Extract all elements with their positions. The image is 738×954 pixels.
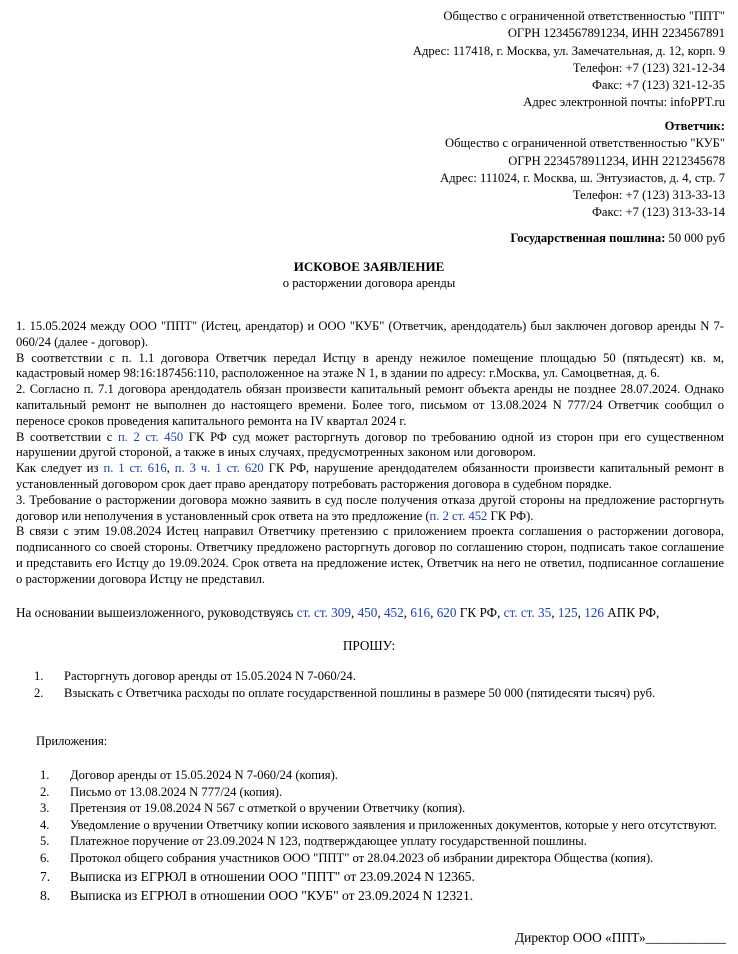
text-segment: ГК РФ суд может расторгнуть договор по требованию одной из сторон при его существенном нарушении другой стороной, а также в иных случаях, предусмотренных законом или договором. [16, 429, 724, 460]
attachment-item: 6. Протокол общего собрания участников ООО "ППТ" от 28.04.2023 об избрании директора Общества (копия). [40, 850, 654, 865]
text-segment: , [577, 605, 585, 620]
attachment-item: 1. Договор аренды от 15.05.2024 N 7-060/24 (копия). [40, 768, 338, 782]
defendant-heading: Ответчик: [664, 119, 725, 133]
defendant-line: Общество с ограниченной ответственностью "КУБ" [444, 136, 725, 151]
attachment-item: 7. Выписка из ЕГРЮЛ в отношении ООО "ППТ" от 23.09.2024 N 12365. [40, 868, 475, 884]
claim-body [16, 319, 724, 588]
attachments-list [34, 767, 726, 905]
law-reference-link[interactable]: п. 3 ч. 1 ст. 620 [174, 461, 264, 476]
law-reference-link[interactable]: п. 2 ст. 452 [429, 508, 488, 523]
legal-basis-paragraph [16, 605, 724, 621]
defendant-line: Адрес: 111024, г. Москва, ш. Энтузиастов, д. 4, стр. 7 [440, 170, 725, 185]
text-segment: В соответствии с п. 1.1 договора Ответчик передал Истцу в аренду нежилое помещение площадью 50 (пятьдесят) кв. м, кадастровый номер 98:16:187456:110, расположенное на этаже N 1, в здании по адресу: г.Москва, ул. Самоцветная, д. 6. [16, 350, 724, 381]
defendant-line: Факс: +7 (123) 313-33-14 [591, 205, 725, 220]
attachment-item-text: Договор аренды от 15.05.2024 N 7-060/24 (копия). [70, 768, 338, 782]
text-segment: 2. Согласно п. 7.1 договора арендодатель обязан произвести капитальный ремонт объекта аренды не позднее 28.07.2024. Однако капитальный ремонт не выполнен до настоящего времени. Более того, письмом от 13.08.2024 N 777/24 Ответчик сообщил о переносе сроков проведения капитального ремонта на IV квартал 2024 г. [16, 382, 724, 428]
attachment-item: 8. Выписка из ЕГРЮЛ в отношении ООО "КУБ" от 23.09.2024 N 12321. [40, 887, 474, 903]
law-reference-link[interactable]: 126 [584, 605, 604, 620]
attachment-item-text: Выписка из ЕГРЮЛ в отношении ООО "КУБ" от 23.09.2024 N 12321. [70, 887, 474, 903]
plaintiff-line: Адрес: 117418, г. Москва, ул. Замечательная, д. 12, корп. 9 [412, 43, 725, 58]
text-segment: На основании вышеизложенного, руководствуясь [16, 605, 297, 620]
request-title: ПРОШУ: [342, 638, 396, 653]
attachment-item-text: Платежное поручение от 23.09.2024 N 123, подтверждающее уплату государственной пошлины. [70, 834, 587, 849]
text-segment: ГК РФ, [456, 605, 504, 620]
document-subtitle: о расторжении договора аренды [282, 276, 456, 290]
law-reference-link[interactable]: 620 [436, 605, 457, 620]
text-segment: , [403, 605, 411, 620]
text-segment: Как следует из [16, 461, 104, 476]
text-segment: В соответствии с [16, 429, 118, 444]
attachment-item: 4. Уведомление о вручении Ответчику копии искового заявления и приложенных документов, которые у него отсутствуют. [40, 817, 717, 832]
request-item-text: Расторгнуть договор аренды от 15.05.2024 N 7-060/24. [64, 669, 356, 683]
request-item: 1. Расторгнуть договор аренды от 15.05.2024 N 7-060/24. [34, 669, 356, 683]
claim-paragraph [16, 382, 724, 429]
request-item-text: Взыскать с Ответчика расходы по оплате государственной пошлины в размере 50 000 (пятидесяти тысяч) руб. [64, 686, 656, 700]
law-reference-link[interactable]: п. 2 ст. 450 [117, 429, 184, 444]
plaintiff-line: Адрес электронной почты: infoPPT.ru [523, 95, 725, 110]
law-reference-link[interactable]: 452 [383, 605, 404, 620]
attachment-item: 3. Претензия от 19.08.2024 N 567 с отметкой о вручении Ответчику (копия). [40, 801, 466, 816]
claim-paragraph [16, 430, 724, 462]
attachment-item-text: Письмо от 13.08.2024 N 777/24 (копия). [70, 784, 283, 799]
text-segment: ГК РФ, нарушение арендодателем обязанности произвести капитальный ремонт в установленный договором срок дает право арендатору потребовать расторжения договора в судебном порядке. [16, 461, 724, 491]
plaintiff-line: ОГРН 1234567891234, ИНН 2234567891 [507, 26, 725, 41]
law-reference-link[interactable]: п. 1 ст. 616 [103, 461, 167, 476]
text-segment: АПК РФ, [603, 605, 660, 620]
claim-paragraph [16, 351, 724, 383]
law-reference-link[interactable]: 125 [557, 605, 578, 620]
plaintiff-line: Телефон: +7 (123) 321-12-34 [572, 60, 725, 75]
text-segment: , [430, 605, 437, 620]
signature-line: Директор ООО «ППТ»____________ [515, 930, 726, 945]
attachment-item-text: Претензия от 19.08.2024 N 567 с отметкой о вручении Ответчику (копия). [70, 801, 466, 816]
text-segment: ГК РФ). [487, 508, 534, 523]
defendant-line: ОГРН 2234578911234, ИНН 2212345678 [508, 153, 725, 168]
attachment-item: 5. Платежное поручение от 23.09.2024 N 123, подтверждающее уплату государственной пошлины. [40, 834, 587, 849]
law-reference-link[interactable]: ст. ст. 35 [503, 605, 552, 620]
text-segment: , [350, 605, 358, 620]
claim-paragraph [16, 319, 724, 351]
state-fee-label: Государственная пошлина: [510, 231, 666, 245]
text-segment: 1. 15.05.2024 между ООО "ППТ" (Истец, арендатор) и ООО "КУБ" (Ответчик, арендодатель) был заключен договор аренды N 7-060/24 (далее - договор). [16, 319, 724, 349]
plaintiff-line: Факс: +7 (123) 321-12-35 [591, 78, 725, 93]
defendant-line: Телефон: +7 (123) 313-33-13 [572, 188, 725, 203]
attachment-item: 2. Письмо от 13.08.2024 N 777/24 (копия). [40, 784, 283, 799]
state-fee-value: 50 000 руб [668, 231, 725, 245]
attachment-item-text: Протокол общего собрания участников ООО "ППТ" от 28.04.2023 об избрании директора Общества (копия). [70, 850, 654, 865]
document-title: ИСКОВОЕ ЗАЯВЛЕНИЕ [293, 259, 445, 274]
defendant-block [245, 118, 725, 222]
text-segment: В связи с этим 19.08.2024 Истец направил Ответчику претензию с приложением проекта соглашения о расторжении договора, подписанного со своей стороны. Ответчику предложено расторгнуть договор по соглашению сторон, подписать такое соглашение и представить его Истцу до 19.09.2024. Срок ответа на предложение истек, Ответчик на него не ответил, подписанное соглашение о расторжении договора Истцу не представил. [16, 524, 724, 586]
attachments-title: Приложения: [36, 734, 108, 748]
law-reference-link[interactable]: ст. ст. 309 [296, 605, 351, 620]
plaintiff-block [245, 8, 725, 112]
law-reference-link[interactable]: 616 [410, 605, 431, 620]
request-list [28, 668, 728, 702]
request-item: 2. Взыскать с Ответчика расходы по оплате государственной пошлины в размере 50 000 (пятидесяти тысяч) руб. [34, 686, 656, 700]
text-segment: , [551, 605, 558, 620]
state-fee [245, 230, 725, 247]
text-segment: 3. Требование о расторжении договора можно заявить в суд после получения отказа другой стороны на предложение расторгнуть договор или неполучения в установленный срок ответа на это предложение ( [16, 492, 724, 523]
attachment-item-text: Уведомление о вручении Ответчику копии искового заявления и приложенных документов, которые у него отсутствуют. [70, 817, 717, 832]
attachment-item-text: Выписка из ЕГРЮЛ в отношении ООО "ППТ" от 23.09.2024 N 12365. [70, 868, 475, 884]
plaintiff-line: Общество с ограниченной ответственностью "ППТ" [443, 9, 725, 23]
text-segment: , [377, 605, 384, 620]
claim-paragraph [16, 493, 724, 525]
claim-paragraph [16, 524, 724, 587]
text-segment: , [166, 461, 175, 476]
claim-paragraph [16, 461, 724, 493]
law-reference-link[interactable]: 450 [357, 605, 378, 620]
